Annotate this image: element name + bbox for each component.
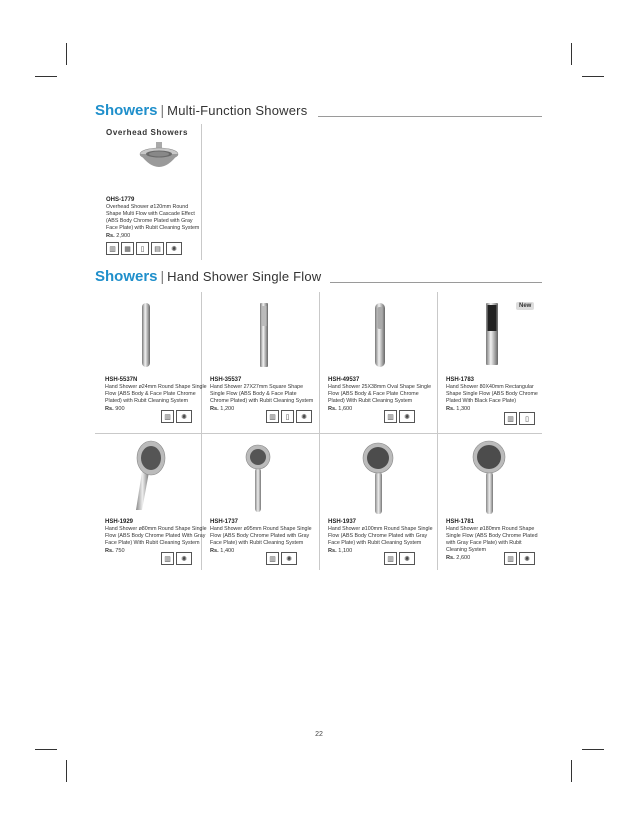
product-price <box>210 548 316 554</box>
hand-shower-image <box>372 301 388 369</box>
feature-icons <box>161 552 192 565</box>
product-price <box>105 548 211 554</box>
feature-icons <box>106 242 202 255</box>
rubit-cleaning-icon: ✺ <box>176 552 192 565</box>
flow-feature-icon: ▦ <box>121 242 134 255</box>
product-description: Hand Shower ø24mm Round Shape Single Flow (ABS Body & Face Plate Chrome Plated) with Rubit Cleaning System <box>105 384 207 404</box>
product-hsh-1937 <box>328 519 434 563</box>
row-divider <box>95 433 542 434</box>
product-code: HSH-1937 <box>328 519 357 525</box>
product-code: OHS-1779 <box>106 197 135 203</box>
product-hsh-1737 <box>210 519 316 563</box>
category-label: Overhead Showers <box>106 128 189 137</box>
abs-feature-icon: ▯ <box>519 412 535 425</box>
shower-feature-icon: ▥ <box>106 242 119 255</box>
feature-icons <box>504 412 535 425</box>
flow-feature-icon: ▥ <box>504 412 517 425</box>
flow-feature-icon: ▥ <box>266 552 279 565</box>
product-description: Overhead Shower ø120mm Round Shape Multi Flow with Cascade Effect (ABS Body Chrome Plated with Gray Face Plate) with Rubit Cleaning System <box>106 204 200 231</box>
product-description: Hand Shower 80X40mm Rectangular Shape Single Flow (ABS Body Chrome Plated With Black Face Plate) <box>446 384 538 404</box>
section-title-handshower <box>95 268 321 285</box>
crop-mark <box>571 760 572 782</box>
price-value: 1,200 <box>220 406 235 412</box>
price-value: 1,600 <box>338 406 353 412</box>
product-hsh-1929 <box>105 519 211 563</box>
price-prefix: Rs. <box>328 548 337 554</box>
product-code: HSH-1929 <box>105 519 134 525</box>
flow-feature-icon: ▥ <box>161 552 174 565</box>
price-value: 900 <box>115 406 125 412</box>
product-hsh-49537 <box>328 377 434 421</box>
rubit-cleaning-icon: ✺ <box>166 242 182 255</box>
crop-mark <box>35 749 57 750</box>
rubit-cleaning-icon: ✺ <box>296 410 312 423</box>
product-code: HSH-1783 <box>446 377 475 383</box>
title-separator: | <box>160 102 165 118</box>
product-code: HSH-35537 <box>210 377 242 383</box>
price-prefix: Rs. <box>328 406 337 412</box>
hand-shower-image <box>126 438 166 512</box>
price-value: 1,100 <box>338 548 353 554</box>
price-value: 1,400 <box>220 548 235 554</box>
crop-mark <box>571 43 572 65</box>
page-number: 22 <box>315 731 323 738</box>
section-rule <box>318 116 542 117</box>
section-title-sub: Hand Shower Single Flow <box>167 269 322 284</box>
crop-mark <box>582 76 604 77</box>
price-prefix: Rs. <box>446 406 455 412</box>
price-prefix: Rs. <box>210 548 219 554</box>
crop-mark <box>582 749 604 750</box>
product-price <box>328 406 434 412</box>
title-separator: | <box>160 268 165 284</box>
product-price <box>106 233 202 239</box>
product-description: Hand Shower 27X27mm Square Shape Single Flow (ABS Body & Face Plate Chrome Plated) with Rubit Cleaning System <box>210 384 314 404</box>
crop-mark <box>66 760 67 782</box>
column-divider <box>319 292 320 570</box>
product-code: HSH-1737 <box>210 519 239 525</box>
overhead-shower-image <box>138 142 180 182</box>
new-badge: New <box>516 302 534 310</box>
product-price <box>105 406 211 412</box>
section-rule <box>330 282 542 283</box>
flow-feature-icon: ▥ <box>266 410 279 423</box>
price-prefix: Rs. <box>446 555 455 561</box>
rubit-cleaning-icon: ✺ <box>519 552 535 565</box>
rubit-cleaning-icon: ✺ <box>399 410 415 423</box>
price-prefix: Rs. <box>105 406 114 412</box>
product-description: Hand Shower ø180mm Round Shape Single Flow (ABS Body Chrome Plated with Gray Face Plate) with Rubit Cleaning System <box>446 526 538 553</box>
rubit-cleaning-icon: ✺ <box>281 552 297 565</box>
crop-mark <box>35 76 57 77</box>
product-code: HSH-5537N <box>105 377 138 383</box>
product-hsh-1781 <box>446 519 542 561</box>
hand-shower-image <box>244 444 272 514</box>
price-prefix: Rs. <box>210 406 219 412</box>
price-value: 1,300 <box>456 406 471 412</box>
price-prefix: Rs. <box>105 548 114 554</box>
product-description: Hand Shower ø80mm Round Shape Single Flow (ABS Body Chrome Plated With Gray Face Plate) With Rubit Cleaning System <box>105 526 207 546</box>
price-value: 2,900 <box>116 233 131 239</box>
price-prefix: Rs. <box>106 233 115 239</box>
product-code: HSH-49537 <box>328 377 360 383</box>
product-description: Hand Shower ø95mm Round Shape Single Flow (ABS Body Chrome Plated with Gray Face Plate) with Rubit Cleaning System <box>210 526 312 546</box>
product-hsh-1783 <box>446 377 542 423</box>
abs-feature-icon: ▯ <box>281 410 294 423</box>
crop-mark <box>66 43 67 65</box>
abs-feature-icon: ▯ <box>136 242 149 255</box>
feature-icons <box>266 552 297 565</box>
product-ohs-1779 <box>106 197 202 255</box>
section-title-main: Showers <box>95 102 158 119</box>
product-description: Hand Shower 25X38mm Oval Shape Single Flow (ABS Body & Face Plate Chrome Plated) With Rubit Cleaning System <box>328 384 432 404</box>
price-value: 750 <box>115 548 125 554</box>
feature-icons <box>384 552 415 565</box>
hand-shower-image <box>483 301 501 367</box>
rubit-cleaning-icon: ✺ <box>399 552 415 565</box>
feature-icons <box>266 410 312 423</box>
flow-feature-icon: ▥ <box>161 410 174 423</box>
product-hsh-5537n <box>105 377 211 421</box>
hand-shower-image <box>257 301 271 369</box>
flow-feature-icon: ▥ <box>384 410 397 423</box>
flow-feature-icon: ▥ <box>384 552 397 565</box>
hand-shower-image <box>139 301 153 369</box>
product-price <box>328 548 434 554</box>
column-divider <box>437 292 438 570</box>
hand-shower-image <box>360 442 396 516</box>
rubit-cleaning-icon: ✺ <box>176 410 192 423</box>
section-title-sub: Multi-Function Showers <box>167 103 308 118</box>
price-value: 2,600 <box>456 555 471 561</box>
product-description: Hand Shower ø100mm Round Shape Single Flow (ABS Body Chrome Plated with Gray Face Plate) with Rubit Cleaning System <box>328 526 433 546</box>
feature-icons <box>161 410 192 423</box>
section-title-multifunction <box>95 102 307 119</box>
chrome-feature-icon: ▤ <box>151 242 164 255</box>
product-code: HSH-1781 <box>446 519 475 525</box>
feature-icons <box>504 552 535 565</box>
section-title-main: Showers <box>95 268 158 285</box>
flow-feature-icon: ▥ <box>504 552 517 565</box>
feature-icons <box>384 410 415 423</box>
product-hsh-35537 <box>210 377 316 421</box>
hand-shower-image <box>470 440 508 516</box>
